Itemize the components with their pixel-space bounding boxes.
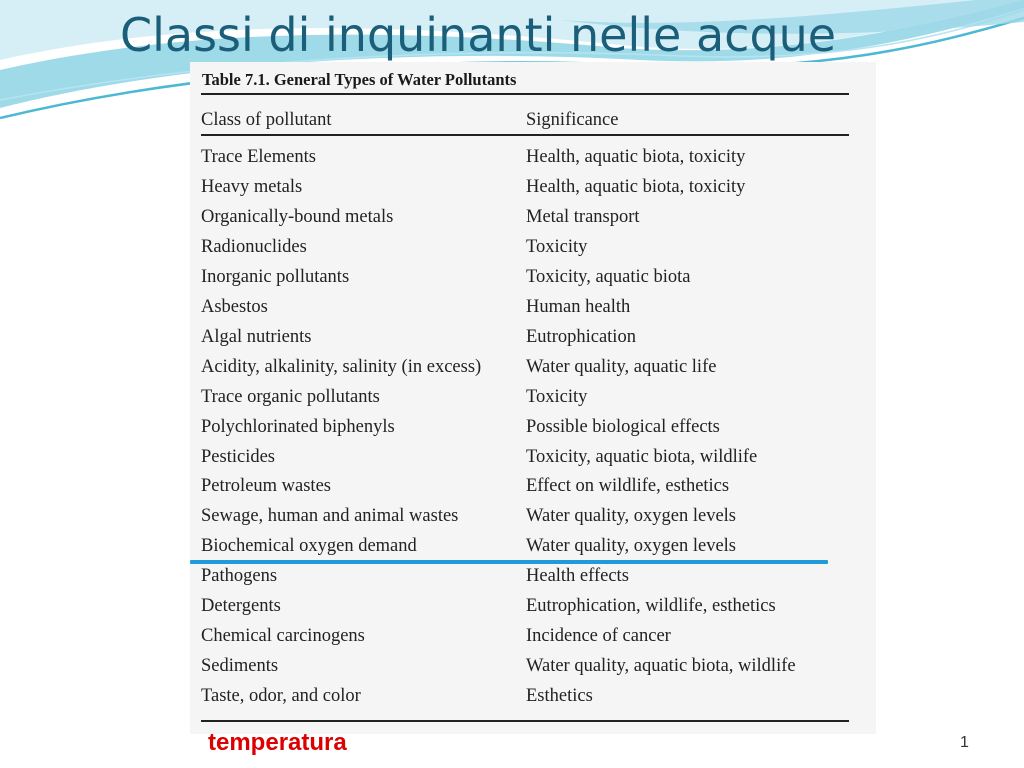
footer-note: temperatura — [208, 729, 347, 756]
pollutant-class-cell: Inorganic pollutants — [201, 266, 350, 287]
significance-cell: Esthetics — [526, 686, 593, 707]
pollutant-class-cell: Heavy metals — [201, 176, 303, 197]
significance-cell: Effect on wildlife, esthetics — [526, 476, 730, 497]
significance-cell: Health effects — [526, 566, 629, 587]
pollutant-class-cell: Organically-bound metals — [201, 206, 394, 227]
pollutant-class-cell: Petroleum wastes — [201, 476, 331, 497]
pollutant-class-cell: Pesticides — [201, 446, 275, 467]
table-caption: Table 7.1. General Types of Water Pollutants — [202, 70, 517, 89]
column-header-significance: Significance — [526, 110, 619, 130]
significance-cell: Water quality, oxygen levels — [526, 506, 736, 527]
significance-cell: Human health — [526, 296, 631, 317]
significance-cell: Health, aquatic biota, toxicity — [526, 147, 746, 167]
pollutant-class-cell: Acidity, alkalinity, salinity (in excess) — [201, 356, 482, 377]
significance-cell: Toxicity, aquatic biota, wildlife — [526, 446, 758, 467]
pollutant-class-cell: Asbestos — [201, 296, 268, 317]
significance-cell: Water quality, aquatic biota, wildlife — [526, 656, 796, 677]
table-bottom-rule — [201, 720, 849, 722]
pollutant-class-cell: Detergents — [201, 596, 281, 617]
pollutant-class-cell: Sewage, human and animal wastes — [201, 506, 459, 527]
significance-cell: Possible biological effects — [526, 416, 720, 437]
column-header-class: Class of pollutant — [201, 110, 332, 130]
slide-title: Classi di inquinanti nelle acque — [120, 8, 837, 62]
significance-cell: Water quality, aquatic life — [526, 356, 717, 377]
significance-cell: Eutrophication, wildlife, esthetics — [526, 596, 776, 617]
table-top-rule — [201, 93, 849, 95]
pollutant-class-cell: Chemical carcinogens — [201, 626, 365, 647]
pollutant-class-cell: Trace Elements — [201, 147, 316, 167]
highlight-separator-line — [190, 560, 828, 564]
significance-cell: Incidence of cancer — [526, 626, 671, 647]
significance-cell: Metal transport — [526, 206, 640, 227]
pollutant-class-cell: Radionuclides — [201, 236, 307, 257]
page-number: 1 — [960, 734, 969, 751]
significance-cell: Health, aquatic biota, toxicity — [526, 176, 746, 197]
significance-cell: Toxicity — [526, 236, 588, 257]
pollutant-class-cell: Biochemical oxygen demand — [201, 536, 417, 557]
pollutant-class-cell: Pathogens — [201, 566, 278, 587]
significance-cell: Water quality, oxygen levels — [526, 536, 736, 557]
table-header-rule — [201, 134, 849, 136]
pollutant-class-cell: Sediments — [201, 656, 279, 677]
pollutant-class-cell: Algal nutrients — [201, 326, 312, 347]
significance-cell: Eutrophication — [526, 326, 636, 347]
pollutant-class-cell: Taste, odor, and color — [201, 686, 361, 707]
pollutant-class-cell: Trace organic pollutants — [201, 386, 380, 407]
pollutant-class-cell: Polychlorinated biphenyls — [201, 416, 395, 437]
significance-cell: Toxicity, aquatic biota — [526, 266, 691, 287]
significance-cell: Toxicity — [526, 386, 588, 407]
